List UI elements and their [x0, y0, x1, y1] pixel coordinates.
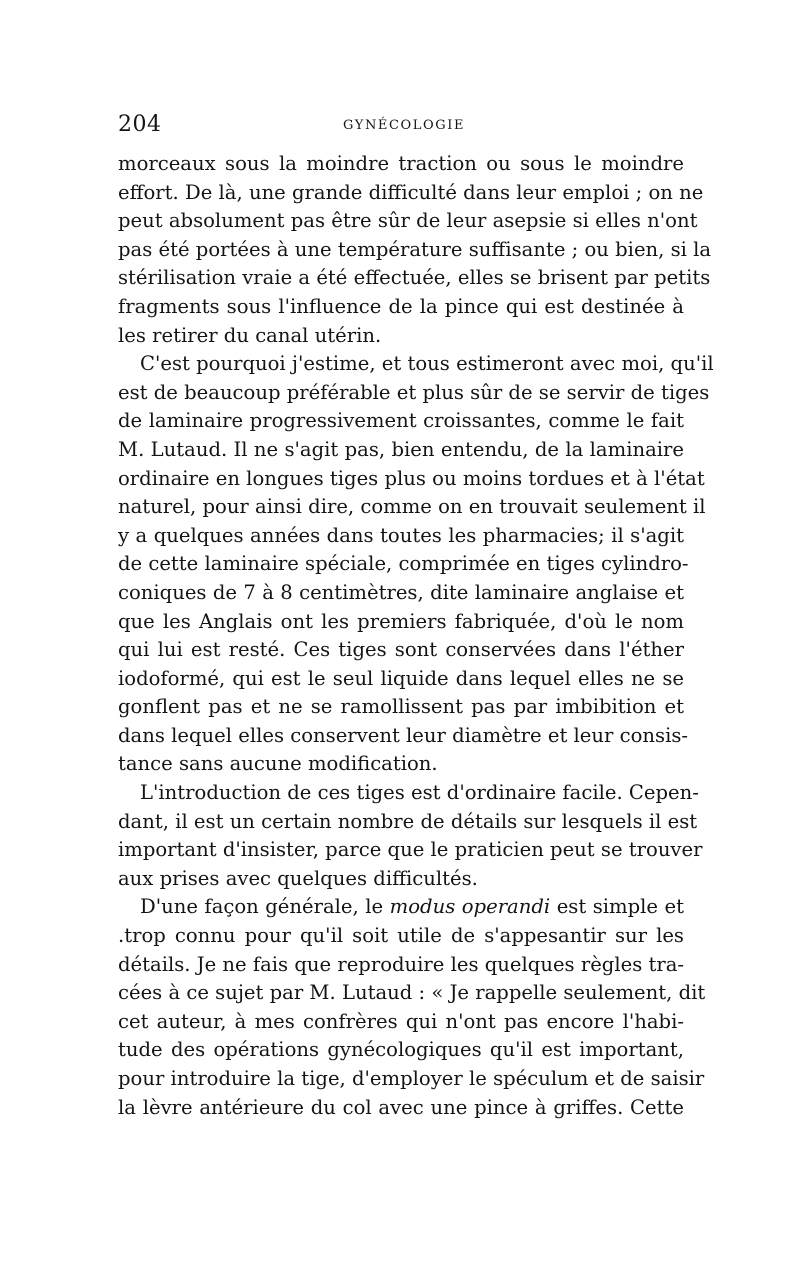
text-run: D'une façon générale, le	[140, 895, 384, 919]
text-line: gonflent pas et ne se ramollissent pas par imbibition et	[118, 695, 684, 719]
text-line: que les Anglais ont les premiers fabriquée, d'où le nom	[118, 609, 684, 633]
page-header	[118, 112, 684, 142]
text-line: morceaux sous la moindre traction ou sous le moindre	[118, 152, 684, 175]
text-line: cées à ce sujet par M. Lutaud : « Je rappelle seulement, dit	[118, 981, 706, 1005]
text-line: important d'insister, parce que le praticien peut se trouver	[118, 838, 703, 862]
text-line: .trop connu pour qu'il soit utile de s'appesantir sur les	[118, 924, 684, 948]
text-line: M. Lutaud. Il ne s'agit pas, bien entendu, de la laminaire	[118, 437, 684, 461]
text-line: tance sans aucune modification.	[118, 752, 438, 776]
text-line: cet auteur, à mes confrères qui n'ont pas encore l'habi-	[118, 1009, 684, 1033]
italic-phrase: modus operandi	[389, 895, 551, 919]
page-number: 204	[118, 112, 162, 137]
text-line: de laminaire progressivement croissantes, comme le fait	[118, 409, 684, 433]
text-line-mixed	[118, 893, 684, 922]
text-line: fragments sous l'influence de la pince qui est destinée à	[118, 294, 684, 318]
text-line: pour introduire la tige, d'employer le spéculum et de saisir	[118, 1067, 705, 1090]
text-line: effort. De là, une grande difficulté dans leur emploi ; on ne	[118, 180, 704, 204]
text-line: qui lui est resté. Ces tiges sont conservées dans l'éther	[118, 638, 684, 662]
text-line: coniques de 7 à 8 centimètres, dite laminaire anglaise et	[118, 580, 684, 604]
text-line: C'est pourquoi j'estime, et tous estimeront avec moi, qu'il	[140, 352, 714, 376]
running-title: GYNÉCOLOGIE	[343, 118, 466, 133]
text-line: stérilisation vraie a été effectuée, elles se brisent par petits	[118, 266, 711, 290]
text-line: y a quelques années dans toutes les pharmacies; il s'agit	[118, 523, 684, 547]
text-line: tude des opérations gynécologiques qu'il est important,	[118, 1038, 684, 1062]
text-line: aux prises avec quelques difficultés.	[118, 866, 478, 890]
text-line: dant, il est un certain nombre de détails sur lesquels il est	[118, 809, 698, 833]
text-run: est simple et	[556, 895, 685, 919]
text-line: L'introduction de ces tiges est d'ordinaire facile. Cepen-	[140, 781, 699, 805]
text-line: ordinaire en longues tiges plus ou moins tordues et à l'état	[118, 466, 705, 490]
text-line: de cette laminaire spéciale, comprimée en tiges cylindro-	[118, 552, 689, 576]
text-line: les retirer du canal utérin.	[118, 323, 382, 347]
text-line: la lèvre antérieure du col avec une pince à griffes. Cette	[118, 1095, 684, 1119]
text-line: peut absolument pas être sûr de leur asepsie si elles n'ont	[118, 209, 698, 233]
text-line: est de beaucoup préférable et plus sûr de se servir de tiges	[118, 380, 710, 404]
body-text	[118, 150, 714, 1122]
text-line: pas été portées à une température suffisante ; ou bien, si la	[118, 237, 712, 261]
text-line: iodoformé, qui est le seul liquide dans lequel elles ne se	[118, 666, 684, 690]
text-line: naturel, pour ainsi dire, comme on en trouvait seulement il	[118, 495, 706, 519]
text-line: dans lequel elles conservent leur diamètre et leur consis-	[118, 723, 689, 747]
text-line: détails. Je ne fais que reproduire les quelques règles tra-	[118, 952, 685, 976]
